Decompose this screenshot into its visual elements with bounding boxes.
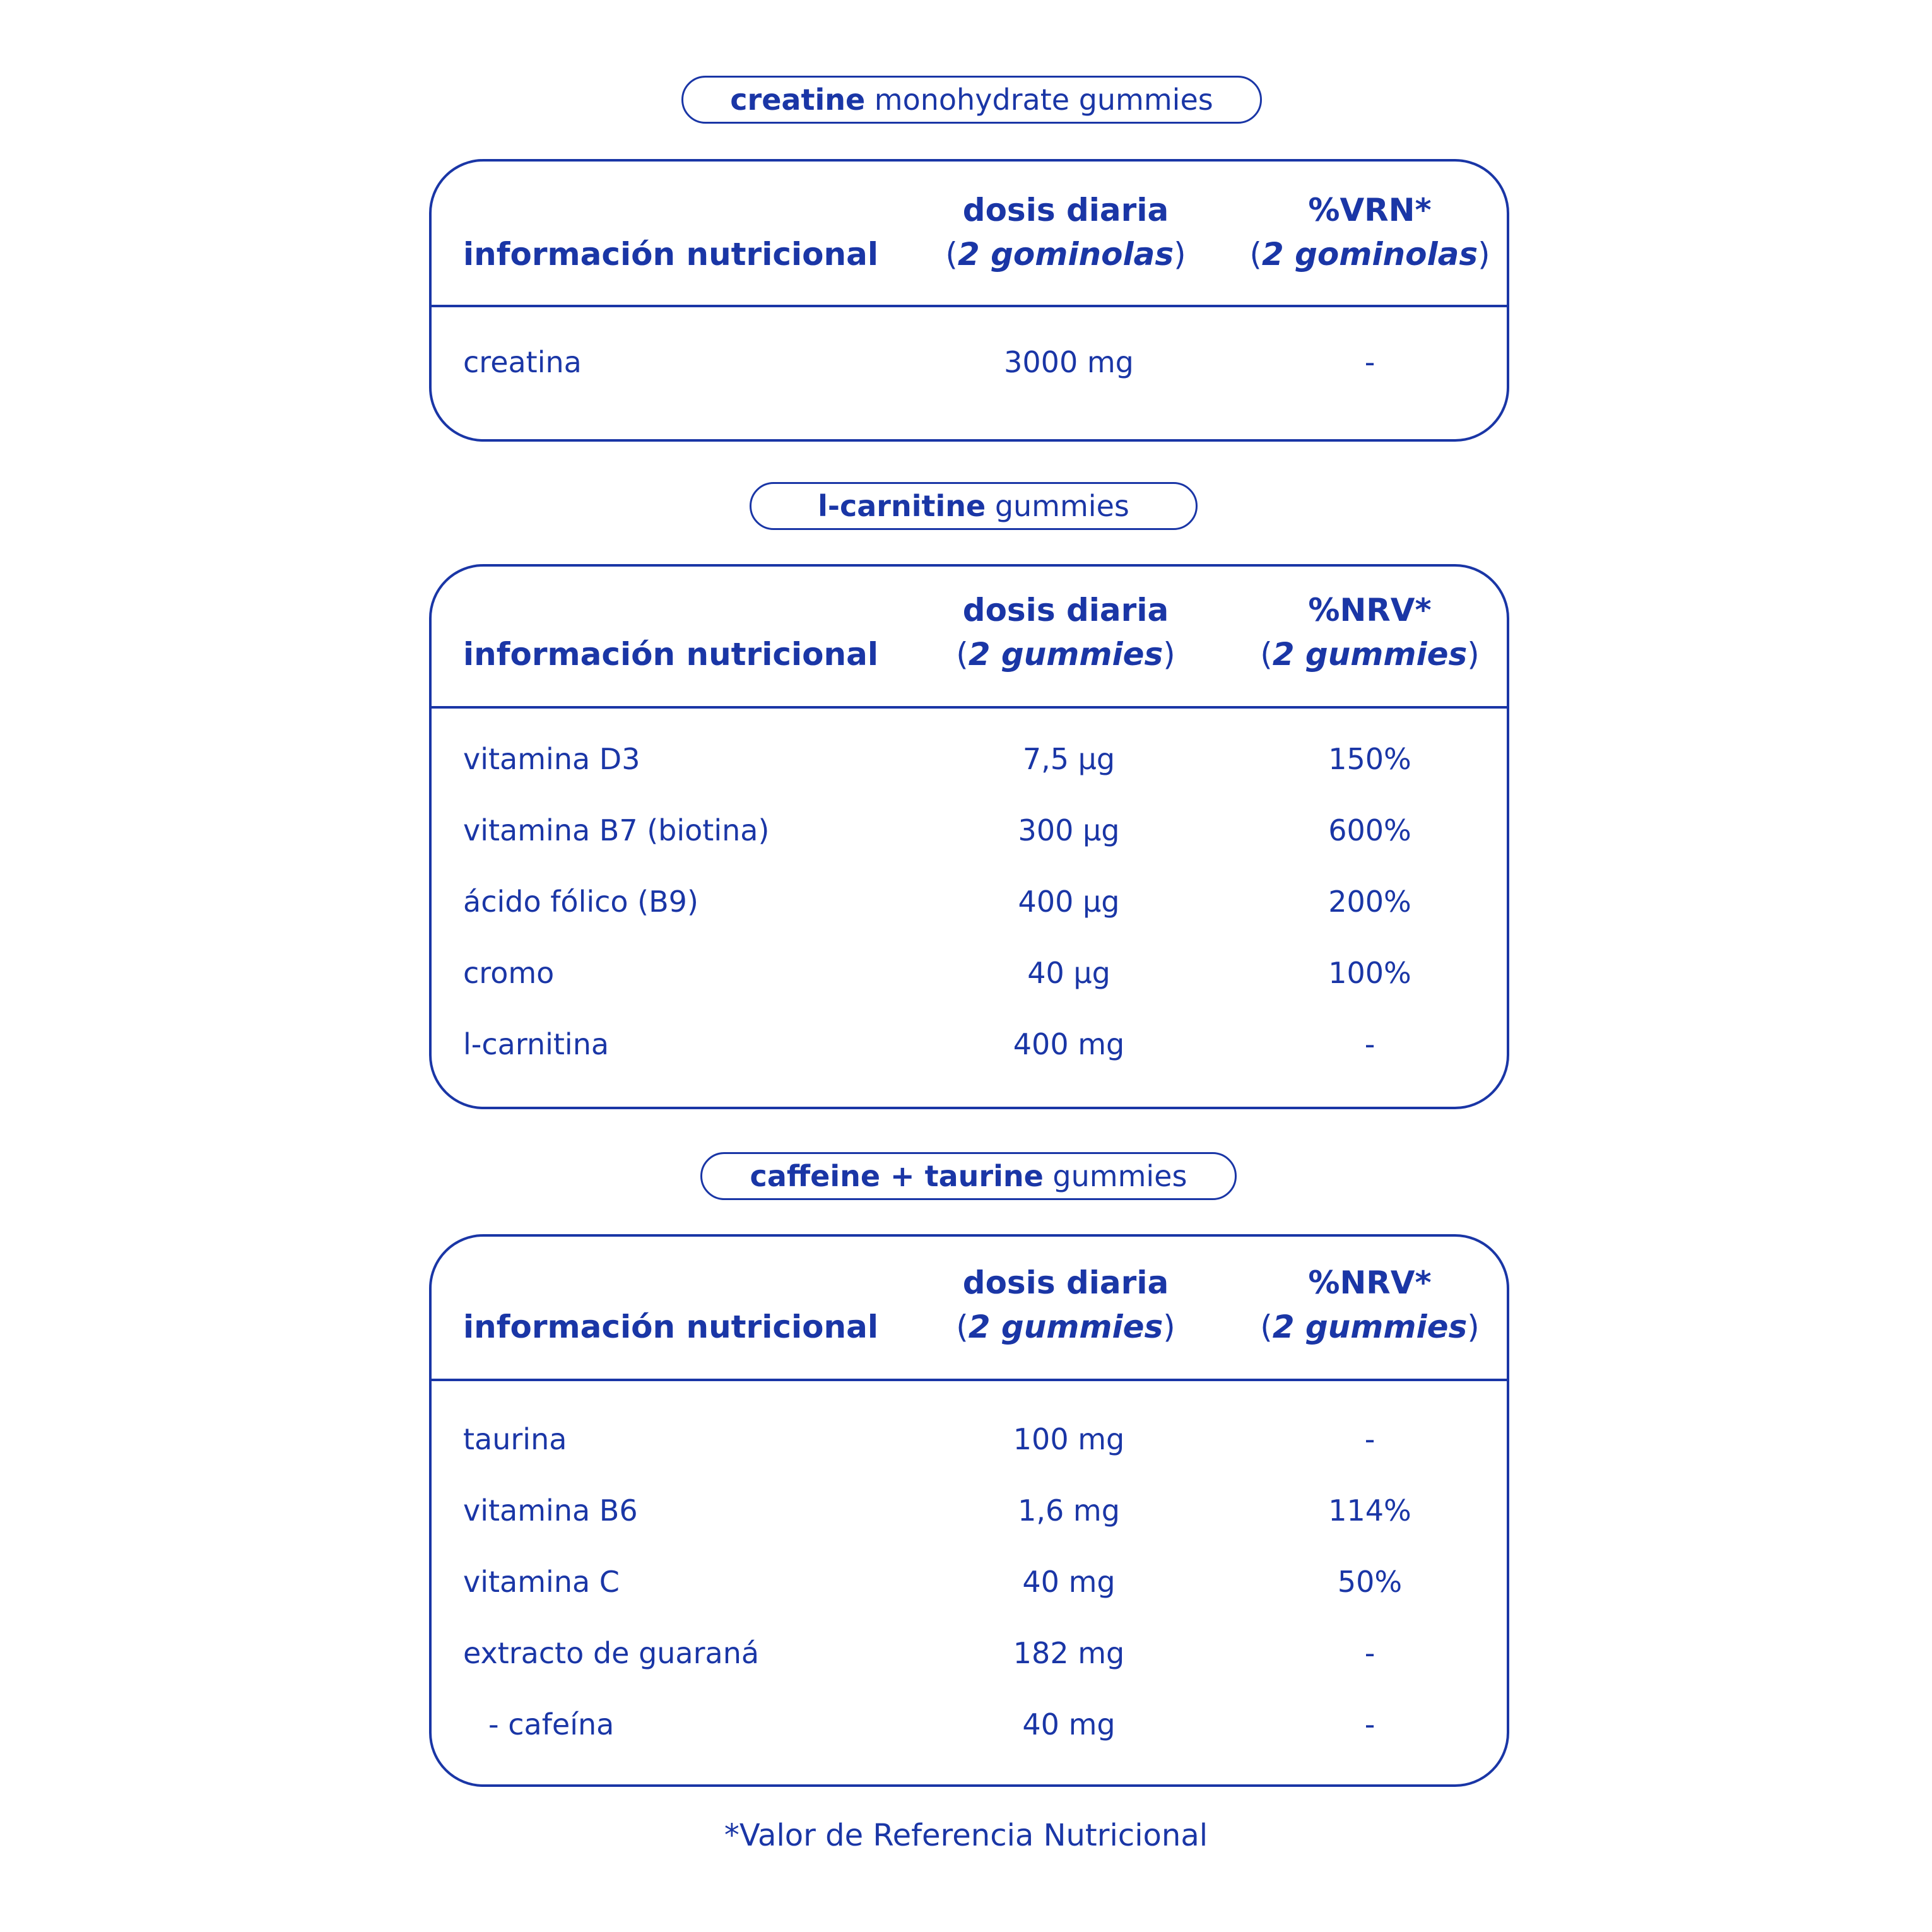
table-row	[432, 880, 1507, 924]
nutrient-dose: 100 mg	[1013, 1422, 1125, 1456]
header-nrv	[1260, 1261, 1480, 1349]
header-nrv-unit-line: (2 gummies)	[1260, 636, 1480, 673]
nutrient-name: creatina	[463, 345, 582, 379]
header-dose-unit-line: (2 gominolas)	[945, 236, 1186, 273]
header-nrv	[1249, 188, 1490, 276]
nutrient-name: ácido fólico (B9)	[463, 885, 698, 919]
nutrition-table-l-carnitine	[429, 564, 1509, 1109]
table-row	[432, 1022, 1507, 1066]
nutrient-dose: 300 µg	[1018, 813, 1120, 847]
nutrient-nrv: 100%	[1328, 956, 1411, 990]
pill-normal-text: monohydrate gummies	[865, 83, 1213, 117]
nutrient-name: vitamina C	[463, 1565, 620, 1599]
header-info-label: información nutricional	[463, 236, 878, 273]
header-nrv-title: %NRV*	[1308, 1264, 1432, 1301]
nutrition-table-creatine	[429, 159, 1509, 442]
table-row	[432, 1702, 1507, 1746]
nutrient-dose: 40 mg	[1022, 1707, 1116, 1741]
nutrient-nrv: 200%	[1328, 885, 1411, 919]
nutrition-table-caffeine-taurine	[429, 1234, 1509, 1787]
nutrient-name: vitamina D3	[463, 742, 640, 776]
table-row	[432, 737, 1507, 781]
nutrient-nrv: -	[1364, 1422, 1375, 1456]
table-row	[432, 951, 1507, 995]
nutrient-dose: 40 mg	[1022, 1565, 1116, 1599]
nutrient-name: vitamina B6	[463, 1493, 638, 1528]
header-dose-unit-line: (2 gummies)	[956, 636, 1175, 673]
pill-bold-text: l-carnitine	[818, 489, 986, 523]
table-header	[432, 162, 1507, 307]
header-dose	[956, 588, 1175, 676]
table-row	[432, 1417, 1507, 1461]
header-dose	[956, 1261, 1175, 1349]
nutrient-dose: 182 mg	[1013, 1636, 1125, 1670]
pill-bold-text: creatine	[730, 83, 866, 117]
nutrient-name: vitamina B7 (biotina)	[463, 813, 770, 847]
pill-bold-text: caffeine + taurine	[750, 1159, 1044, 1193]
table-row	[432, 340, 1507, 384]
header-info-label: información nutricional	[463, 636, 878, 673]
nutrient-name: cromo	[463, 956, 555, 990]
nutrient-dose: 40 µg	[1027, 956, 1110, 990]
nutrient-nrv: -	[1364, 1027, 1375, 1061]
pill-normal-text: gummies	[1043, 1159, 1187, 1193]
header-nrv-unit: 2 gummies	[1272, 1309, 1468, 1345]
header-nrv-title: %VRN*	[1308, 192, 1432, 228]
table-header	[432, 567, 1507, 709]
table-header	[432, 1237, 1507, 1381]
footnote: *Valor de Referencia Nutricional	[724, 1818, 1208, 1853]
header-dose-unit-line: (2 gummies)	[956, 1309, 1175, 1345]
nutrient-dose: 3000 mg	[1004, 345, 1134, 379]
header-dose-unit: 2 gummies	[968, 636, 1163, 673]
pill-normal-text: gummies	[986, 489, 1129, 523]
table-row	[432, 808, 1507, 852]
header-nrv	[1260, 588, 1480, 676]
nutrient-dose: 1,6 mg	[1018, 1493, 1120, 1528]
nutrient-nrv: 600%	[1328, 813, 1411, 847]
table-row	[432, 1560, 1507, 1604]
header-nrv-unit: 2 gominolas	[1261, 236, 1478, 273]
product-pill-l-carnitine	[750, 482, 1198, 530]
header-nrv-unit-line: (2 gummies)	[1260, 1309, 1480, 1345]
table-row	[432, 1631, 1507, 1675]
nutrient-name: extracto de guaraná	[463, 1636, 760, 1670]
header-dose	[945, 188, 1186, 276]
nutrient-nrv: -	[1364, 1707, 1375, 1741]
nutrient-nrv: 114%	[1328, 1493, 1411, 1528]
nutrient-dose: 400 µg	[1018, 885, 1120, 919]
header-dose-title: dosis diaria	[962, 192, 1169, 228]
header-dose-title: dosis diaria	[962, 1264, 1169, 1301]
nutrient-name: - cafeína	[488, 1707, 615, 1741]
product-pill-creatine	[681, 76, 1262, 124]
nutrient-name: taurina	[463, 1422, 567, 1456]
product-pill-caffeine-taurine	[700, 1152, 1237, 1200]
nutrient-name: l-carnitina	[463, 1027, 610, 1061]
header-nrv-unit-line: (2 gominolas)	[1249, 236, 1490, 273]
table-row	[432, 1488, 1507, 1533]
header-dose-title: dosis diaria	[962, 592, 1169, 628]
nutrient-nrv: 50%	[1337, 1565, 1403, 1599]
nutrient-dose: 7,5 µg	[1022, 742, 1116, 776]
header-nrv-title: %NRV*	[1308, 592, 1432, 628]
header-info-label: información nutricional	[463, 1309, 878, 1345]
nutrient-nrv: -	[1364, 345, 1375, 379]
header-dose-unit: 2 gominolas	[957, 236, 1174, 273]
nutrient-dose: 400 mg	[1013, 1027, 1125, 1061]
nutrient-nrv: -	[1364, 1636, 1375, 1670]
header-nrv-unit: 2 gummies	[1272, 636, 1468, 673]
nutrient-nrv: 150%	[1328, 742, 1411, 776]
header-dose-unit: 2 gummies	[968, 1309, 1163, 1345]
